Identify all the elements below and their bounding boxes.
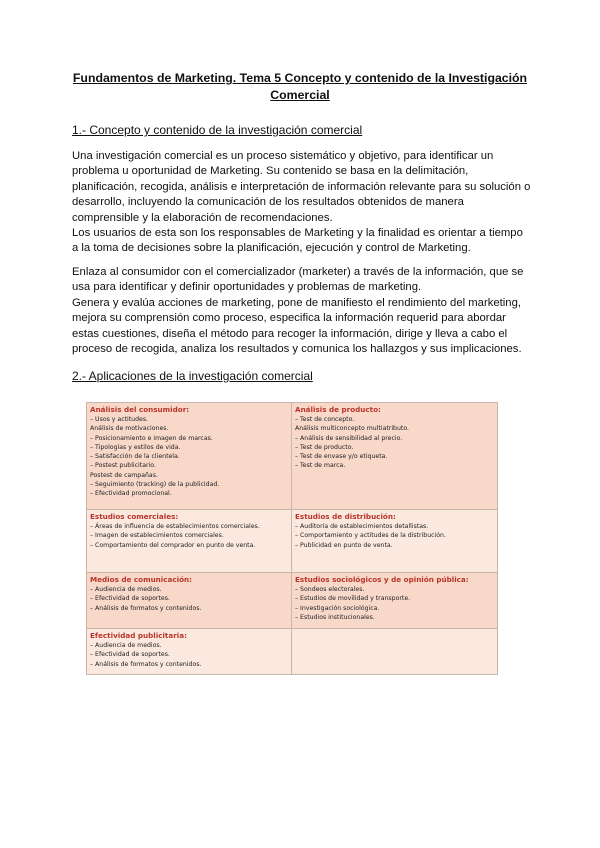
- cell-medios-comunicacion: [87, 573, 292, 629]
- list-item: – Audiencia de medios.: [90, 586, 162, 593]
- list-item: – Estudios de movilidad y transporte.: [295, 595, 411, 603]
- cell-empty: [292, 629, 498, 675]
- list-item: Análisis de motivaciones.: [90, 425, 169, 433]
- cell-title: Efectividad publicitaria:: [90, 631, 187, 640]
- cell-analisis-producto: [292, 403, 498, 510]
- list-item: – Investigación sociológica.: [295, 604, 380, 612]
- list-item: – Efectividad promocional.: [90, 490, 172, 498]
- list-item: – Postest publicitario.: [90, 462, 156, 470]
- cell-title: Análisis del consumidor:: [90, 405, 190, 414]
- list-item: Análisis multiconcepto multiatributo.: [295, 425, 409, 433]
- item-list: [90, 641, 288, 669]
- list-item: – Seguimiento (tracking) de la publicidad.: [90, 481, 220, 489]
- cell-estudios-comerciales: [87, 510, 292, 573]
- cell-title: Medios de comunicación:: [90, 575, 193, 584]
- cell-estudios-distribucion: [292, 510, 498, 573]
- section-heading-aplicaciones: 2.- Aplicaciones de la investigación comercial: [72, 369, 313, 383]
- paragraph-enlace: Enlaza al consumidor con el comercializador (marketer) a través de la información, que se usa para identificar y definir oportunidades y problemas de marketing. Genera y evalúa acciones de marketing, pone de manifiesto el rendimiento del marketing, mejora su comprensión como proceso, especifica la información requerid para abordar estas cuestiones, diseña el método para recoger la información, dirige y lleva a cabo el proceso de recogida, analiza los resultados y comunica los hallazgos y sus implicaciones.: [72, 266, 524, 356]
- cell-efectividad-publicitaria: [87, 629, 292, 675]
- list-item: – Test de marca.: [295, 462, 346, 470]
- cell-title: Análisis de producto:: [295, 405, 381, 414]
- paragraph-concepto: Una investigación comercial es un proceso sistemático y objetivo, para identificar un problema u oportunidad de Marketing. Su contenido se basa en la delimitación, planificación, recogida, análisis e interpretación de información relevante para su solución o desarrollo, incluyendo la comunicación de los resultados obtenidos de manera comprensible y la elaboración de recomendaciones. Los usuarios de esta son los responsables de Marketing y la finalidad es orientar a tiempo a la toma de decisiones sobre la planificación, ejecución y control de Marketing.: [72, 150, 531, 255]
- item-list: [295, 585, 494, 622]
- item-list: [295, 415, 494, 471]
- list-item: – Análisis de formatos y contenidos.: [90, 604, 202, 612]
- list-item: – Audiencia de medios.: [90, 642, 162, 649]
- item-list: [90, 415, 288, 499]
- item-list: [295, 522, 494, 550]
- list-item: – Análisis de formatos y contenidos.: [90, 660, 202, 668]
- list-item: – Áreas de influencia de establecimientos comerciales.: [90, 523, 260, 530]
- applications-table: [86, 402, 498, 675]
- list-item: – Análisis de sensibilidad al precio.: [295, 434, 403, 442]
- cell-title: Estudios de distribución:: [295, 512, 396, 521]
- list-item: – Tipologías y estilos de vida.: [90, 443, 181, 451]
- list-item: – Test de producto.: [295, 443, 354, 451]
- list-item: – Comportamiento del comprador en punto de venta.: [90, 541, 256, 549]
- list-item: Postest de campañas.: [90, 471, 158, 479]
- cell-estudios-sociologicos: [292, 573, 498, 629]
- section-heading-concepto: 1.- Concepto y contenido de la investigación comercial: [72, 123, 363, 137]
- document-title: Fundamentos de Marketing. Tema 5 Concepto y contenido de la Investigación Comercial: [72, 71, 528, 102]
- item-list: [90, 522, 288, 550]
- cell-analisis-consumidor: [87, 403, 292, 510]
- list-item: – Test de concepto.: [295, 416, 355, 423]
- list-item: – Estudios institucionales.: [295, 613, 375, 621]
- list-item: – Efectividad de soportes.: [90, 595, 170, 603]
- list-item: – Satisfacción de la clientela.: [90, 453, 180, 461]
- list-item: – Sondeos electorales.: [295, 586, 365, 593]
- list-item: – Efectividad de soportes.: [90, 651, 170, 659]
- list-item: – Imagen de establecimientos comerciales.: [90, 532, 224, 540]
- list-item: – Comportamiento y actitudes de la distribución.: [295, 532, 446, 540]
- item-list: [90, 585, 288, 613]
- list-item: – Posicionamiento e imagen de marcas.: [90, 434, 213, 442]
- list-item: – Usos y actitudes.: [90, 416, 149, 423]
- list-item: – Publicidad en punto de venta.: [295, 541, 393, 549]
- cell-title: Estudios comerciales:: [90, 512, 179, 521]
- list-item: – Auditoría de establecimientos detallistas.: [295, 523, 429, 530]
- list-item: – Test de envase y/o etiqueta.: [295, 453, 388, 461]
- cell-title: Estudios sociológicos y de opinión pública:: [295, 575, 469, 584]
